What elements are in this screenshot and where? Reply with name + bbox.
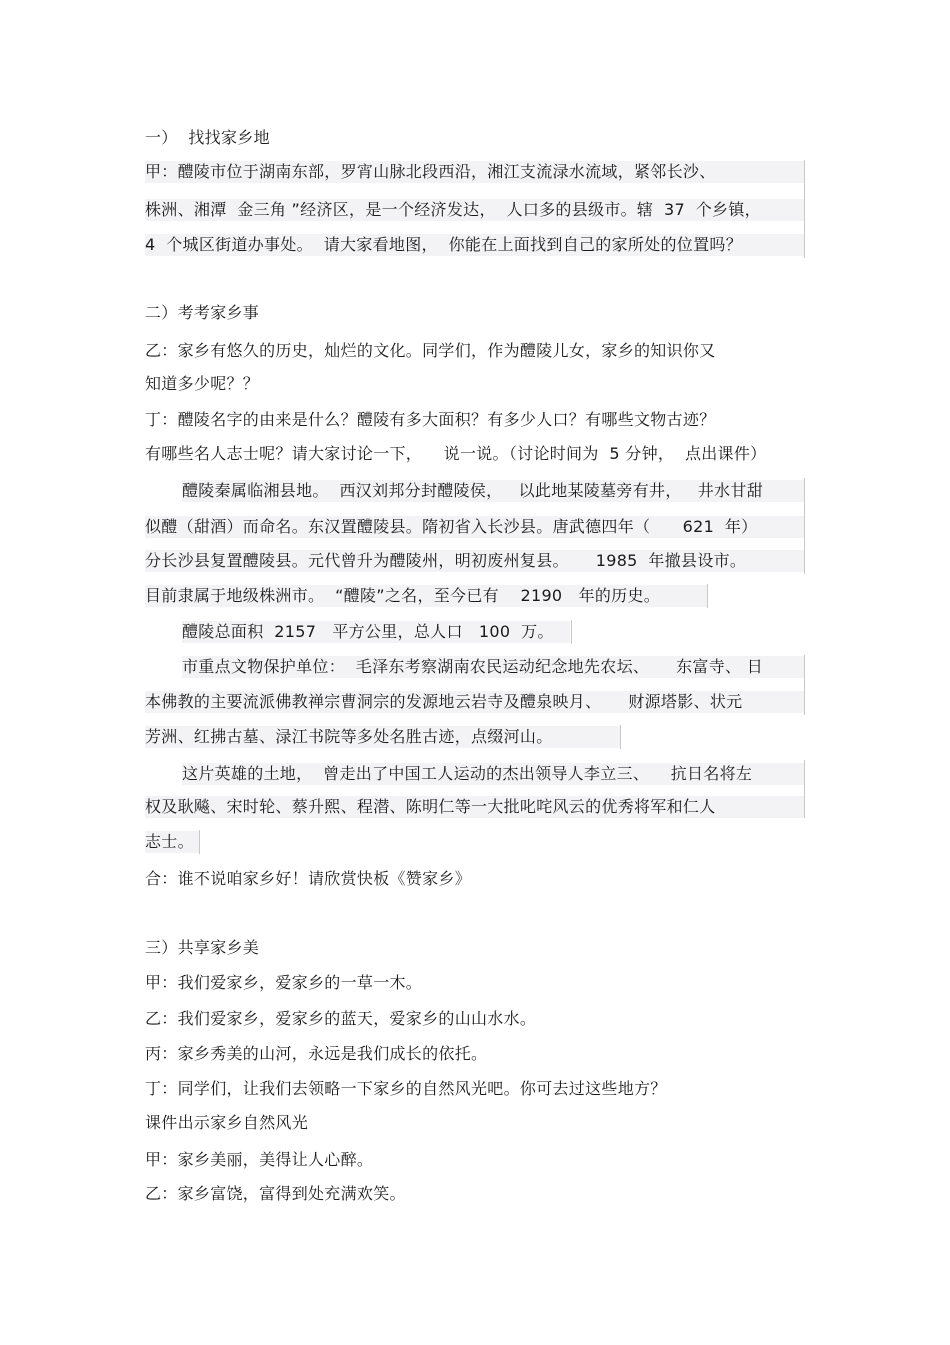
paragraph-line: 有哪些名人志士呢？请大家讨论一下， 说一说。（讨论时间为 5 分钟， 点出课件）: [145, 444, 767, 463]
text-margin-rule: [199, 830, 200, 854]
text-margin-rule: [571, 620, 572, 644]
paragraph-line: 4 个城区街道办事处。 请大家看地图， 你能在上面找到自己的家所处的位置吗？: [145, 234, 805, 256]
paragraph-line: 权及耿飚、宋时轮、蔡升熙、程潜、陈明仁等一大批叱咤风云的优秀将军和仁人: [145, 796, 805, 818]
paragraph-line: 目前隶属于地级株洲市。 “醴陵”之名，至今已有 2190 年的历史。: [145, 585, 707, 607]
section-heading: 三）共享家乡美: [145, 938, 260, 957]
paragraph-line: 醴陵总面积 2157 平方公里，总人口 100 万。: [182, 621, 570, 643]
paragraph-line: 株洲、湘潭 金三角 ”经济区，是一个经济发达， 人口多的县级市。辖 37 个乡镇，: [145, 199, 805, 221]
paragraph-line: 乙：家乡有悠久的历史，灿烂的文化。同学们，作为醴陵儿女，家乡的知识你又: [145, 341, 716, 360]
paragraph-line: 似醴（甜酒）而命名。东汉置醴陵县。隋初省入长沙县。唐武德四年（ 621 年）: [145, 516, 805, 538]
paragraph-line: 丁：同学们，让我们去领略一下家乡的自然风光吧。你可去过这些地方？: [145, 1079, 667, 1098]
text-margin-rule: [804, 160, 805, 258]
section-heading: 二）考考家乡事: [145, 303, 260, 322]
text-margin-rule: [707, 584, 708, 608]
paragraph-line: 课件出示家乡自然风光: [145, 1113, 309, 1132]
text-margin-rule: [804, 760, 805, 818]
paragraph-line: 分长沙县复置醴陵县。元代曾升为醴陵州，明初废州复县。 1985 年撤县设市。: [145, 550, 805, 572]
paragraph-line: 芳洲、红拂古墓、渌江书院等多处名胜古迹，点缀河山。: [145, 726, 621, 748]
paragraph-line: 志士。: [145, 831, 199, 853]
paragraph-line: 甲：醴陵市位于湖南东部，罗宵山脉北段西沿，湘江支流渌水流域，紧邻长沙、: [145, 161, 805, 183]
paragraph-line: 甲：我们爱家乡，爱家乡的一草一木。: [145, 973, 423, 992]
paragraph-line: 本佛教的主要流派佛教禅宗曹洞宗的发源地云岩寺及醴泉映月、 财源塔影、状元: [145, 691, 805, 713]
text-margin-rule: [804, 655, 805, 715]
paragraph-line: 合：谁不说咱家乡好！请欣赏快板《赞家乡》: [145, 869, 472, 888]
paragraph-line: 丁：醴陵名字的由来是什么？醴陵有多大面积？有多少人口？有哪些文物古迹？: [145, 410, 716, 429]
section-heading: 一） 找找家乡地: [145, 128, 270, 147]
paragraph-line: 这片英雄的土地， 曾走出了中国工人运动的杰出领导人李立三、 抗日名将左: [182, 763, 804, 785]
paragraph-line: 甲：家乡美丽，美得让人心醉。: [145, 1150, 374, 1169]
text-margin-rule: [804, 478, 805, 574]
paragraph-line: 醴陵秦属临湘县地。 西汉刘邦分封醴陵侯， 以此地某陵墓旁有井， 井水甘甜: [182, 480, 804, 502]
paragraph-line: 知道多少呢？？: [145, 374, 260, 393]
paragraph-line: 丙：家乡秀美的山河，永远是我们成长的依托。: [145, 1044, 488, 1063]
text-margin-rule: [620, 725, 621, 749]
paragraph-line: 乙：家乡富饶，富得到处充满欢笑。: [145, 1184, 406, 1203]
paragraph-line: 乙：我们爱家乡，爱家乡的蓝天，爱家乡的山山水水。: [145, 1009, 537, 1028]
paragraph-line: 市重点文物保护单位： 毛泽东考察湖南农民运动纪念地先农坛、 东富寺、 日: [182, 656, 804, 678]
